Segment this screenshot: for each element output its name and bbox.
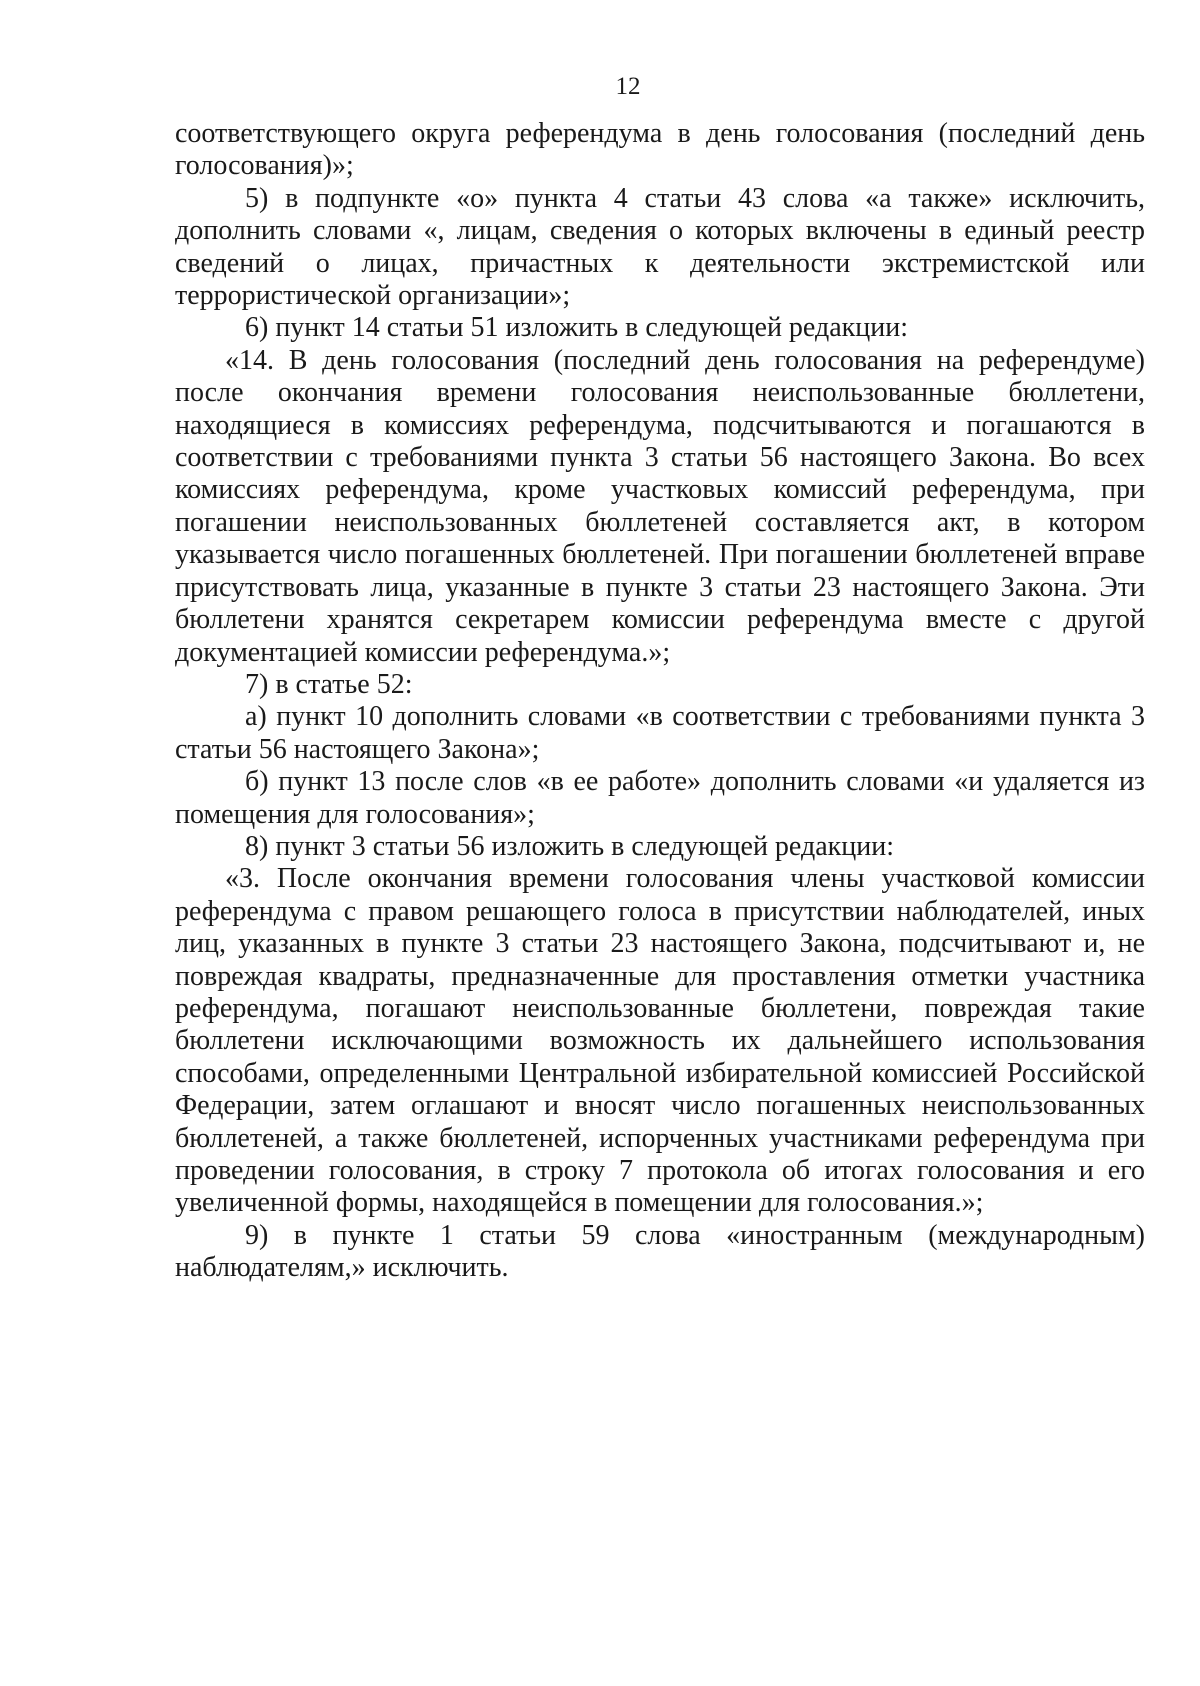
paragraph-item-5: 5) в подпункте «о» пункта 4 статьи 43 слова «а также» исключить, дополнить словами «, лицам, сведения о которых включены в единый реестр сведений о лицах, причастных к деятельности экстремистской или террористической организации»; (175, 182, 1145, 312)
page-number-text: 12 (615, 73, 641, 100)
paragraph-item-7: 7) в статье 52: (245, 668, 413, 700)
page-number (58, 72, 1200, 102)
document-body (175, 118, 1145, 1285)
paragraph-item-9: 9) в пункте 1 статьи 59 слова «иностранным (международным) наблюдателям,» исключить. (175, 1219, 1145, 1284)
paragraph-item-7b: б) пункт 13 после слов «в ее работе» дополнить словами «и удаляется из помещения для голосования»; (175, 766, 1145, 830)
paragraph-item-7a: а) пункт 10 дополнить словами «в соответствии с требованиями пункта 3 статьи 56 настоящего Закона»; (175, 701, 1145, 765)
paragraph-item-8: 8) пункт 3 статьи 56 изложить в следующей редакции: (245, 830, 895, 862)
paragraph-quote-14: «14. В день голосования (последний день голосования на референдуме) после окончания времени голосования неиспользованные бюллетени, находящиеся в комиссиях референдума, подсчитываются и погашаются в соответствии с требованиями пункта 3 статьи 56 настоящего Закона. Во всех комиссиях референдума, кроме участковых комиссий референдума, при погашении неиспользованных бюллетеней составляется акт, в котором указывается число погашенных бюллетеней. При погашении бюллетеней вправе присутствовать лица, указанные в пункте 3 статьи 23 настоящего Закона. Эти бюллетени хранятся секретарем комиссии референдума вместе с другой документацией комиссии референдума.»; (175, 344, 1145, 668)
paragraph-item-6: 6) пункт 14 статьи 51 изложить в следующей редакции: (245, 312, 909, 344)
paragraph-continuation: соответствующего округа референдума в день голосования (последний день голосования)»; (175, 118, 1145, 182)
paragraph-quote-3: «3. После окончания времени голосования члены участковой комиссии референдума с правом решающего голоса в присутствии наблюдателей, иных лиц, указанных в пункте 3 статьи 23 настоящего Закона, подсчитывают и, не повреждая квадраты, предназначенные для проставления отметки участника референдума, погашают неиспользованные бюллетени, повреждая такие бюллетени исключающими возможность их дальнейшего использования способами, определенными Центральной избирательной комиссией Российской Федерации, затем оглашают и вносят число погашенных неиспользованных бюллетеней, а также бюллетеней, испорченных участниками референдума при проведении голосования, в строку 7 протокола об итогах голосования и его увеличенной формы, находящейся в помещении для голосования.»; (175, 863, 1145, 1219)
